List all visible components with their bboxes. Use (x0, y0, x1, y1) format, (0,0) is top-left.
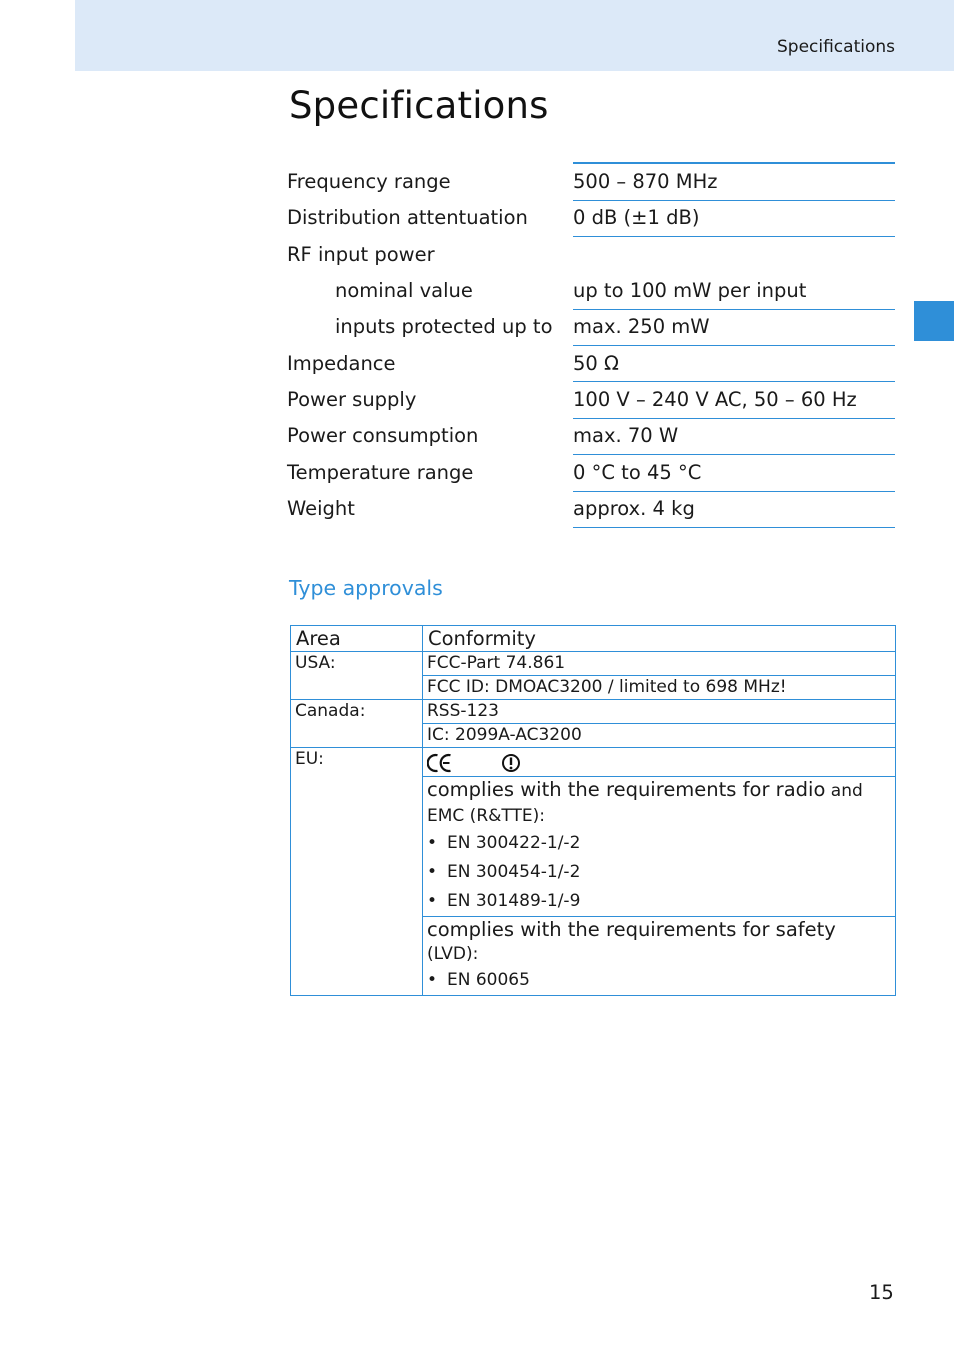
ce-mark-icon (427, 753, 453, 773)
conformity-cell: FCC ID: DMOAC3200 / limited to 698 MHz! (423, 676, 896, 700)
header-conformity: Conformity (423, 626, 896, 652)
table-row (291, 748, 896, 777)
spec-row-rf-input-power (0, 238, 954, 274)
header-area: Area (291, 626, 423, 652)
list-item: • EN 301489-1/-9 (427, 891, 581, 911)
list-item: • EN 300454-1/-2 (427, 862, 581, 882)
spec-row-frequency (0, 165, 954, 201)
safety-conformity (423, 917, 896, 996)
spec-value: 0 °C to 45 °C (573, 461, 702, 484)
safety-text: complies with the requirements for safety (427, 918, 836, 941)
spec-row-temperature (0, 456, 954, 492)
spec-label: inputs protected up to (335, 315, 553, 338)
header-section-label: Specifications (776, 37, 895, 57)
spec-row-weight (0, 492, 954, 528)
spec-value: approx. 4 kg (573, 497, 695, 520)
spec-value: 100 V – 240 V AC, 50 – 60 Hz (573, 388, 857, 411)
conformity-cell: RSS-123 (423, 700, 896, 724)
spec-row-attenuation (0, 201, 954, 237)
spec-label: RF input power (287, 243, 435, 266)
spec-value: max. 250 mW (573, 315, 710, 338)
spec-label: Power consumption (287, 424, 479, 447)
conformity-cell: FCC-Part 74.861 (423, 652, 896, 676)
table-row (291, 652, 896, 676)
spec-row-nominal-value (0, 274, 954, 310)
spec-label: Weight (287, 497, 355, 520)
type-approvals-title: Type approvals (289, 576, 443, 600)
list-item: • EN 60065 (427, 970, 530, 990)
spec-row-impedance (0, 347, 954, 383)
spec-value: 50 Ω (573, 352, 619, 375)
spec-row-power-consumption (0, 419, 954, 455)
spec-row-inputs-protected (0, 310, 954, 346)
spec-label: Power supply (287, 388, 417, 411)
spec-rule (573, 454, 895, 455)
spec-value: 0 dB (±1 dB) (573, 206, 700, 229)
spec-row-power-supply (0, 383, 954, 419)
page-title: Specifications (289, 84, 549, 127)
type-approvals-table (290, 625, 896, 996)
list-item: • EN 300422-1/-2 (427, 833, 581, 853)
conformity-cell: IC: 2099A-AC3200 (423, 724, 896, 748)
header-band (75, 0, 954, 71)
spec-value: max. 70 W (573, 424, 679, 447)
spec-rule (573, 527, 895, 528)
spec-rule (573, 381, 895, 382)
spec-label: Distribution attentuation (287, 206, 528, 229)
radio-text-emc: EMC (R&TTE): (427, 806, 545, 826)
area-canada: Canada: (291, 700, 423, 748)
spec-label: Frequency range (287, 170, 451, 193)
area-eu: EU: (291, 748, 423, 996)
table-header-row (291, 626, 896, 652)
spec-label: Impedance (287, 352, 396, 375)
alert-class-icon (501, 753, 521, 773)
radio-text: complies with the requirements for radio (427, 778, 826, 801)
page-number: 15 (869, 1281, 894, 1304)
conformity-marks (423, 748, 896, 777)
spec-label: nominal value (335, 279, 473, 302)
spec-rule (573, 345, 895, 346)
table-row (291, 700, 896, 724)
spec-rule-top (573, 162, 895, 164)
spec-value: up to 100 mW per input (573, 279, 807, 302)
area-usa: USA: (291, 652, 423, 700)
safety-text-lvd: (LVD): (427, 944, 479, 964)
radio-text-and: and (830, 781, 863, 801)
spec-rule (573, 236, 895, 237)
spec-label: Temperature range (287, 461, 474, 484)
spec-value: 500 – 870 MHz (573, 170, 718, 193)
radio-emc-conformity (423, 777, 896, 917)
